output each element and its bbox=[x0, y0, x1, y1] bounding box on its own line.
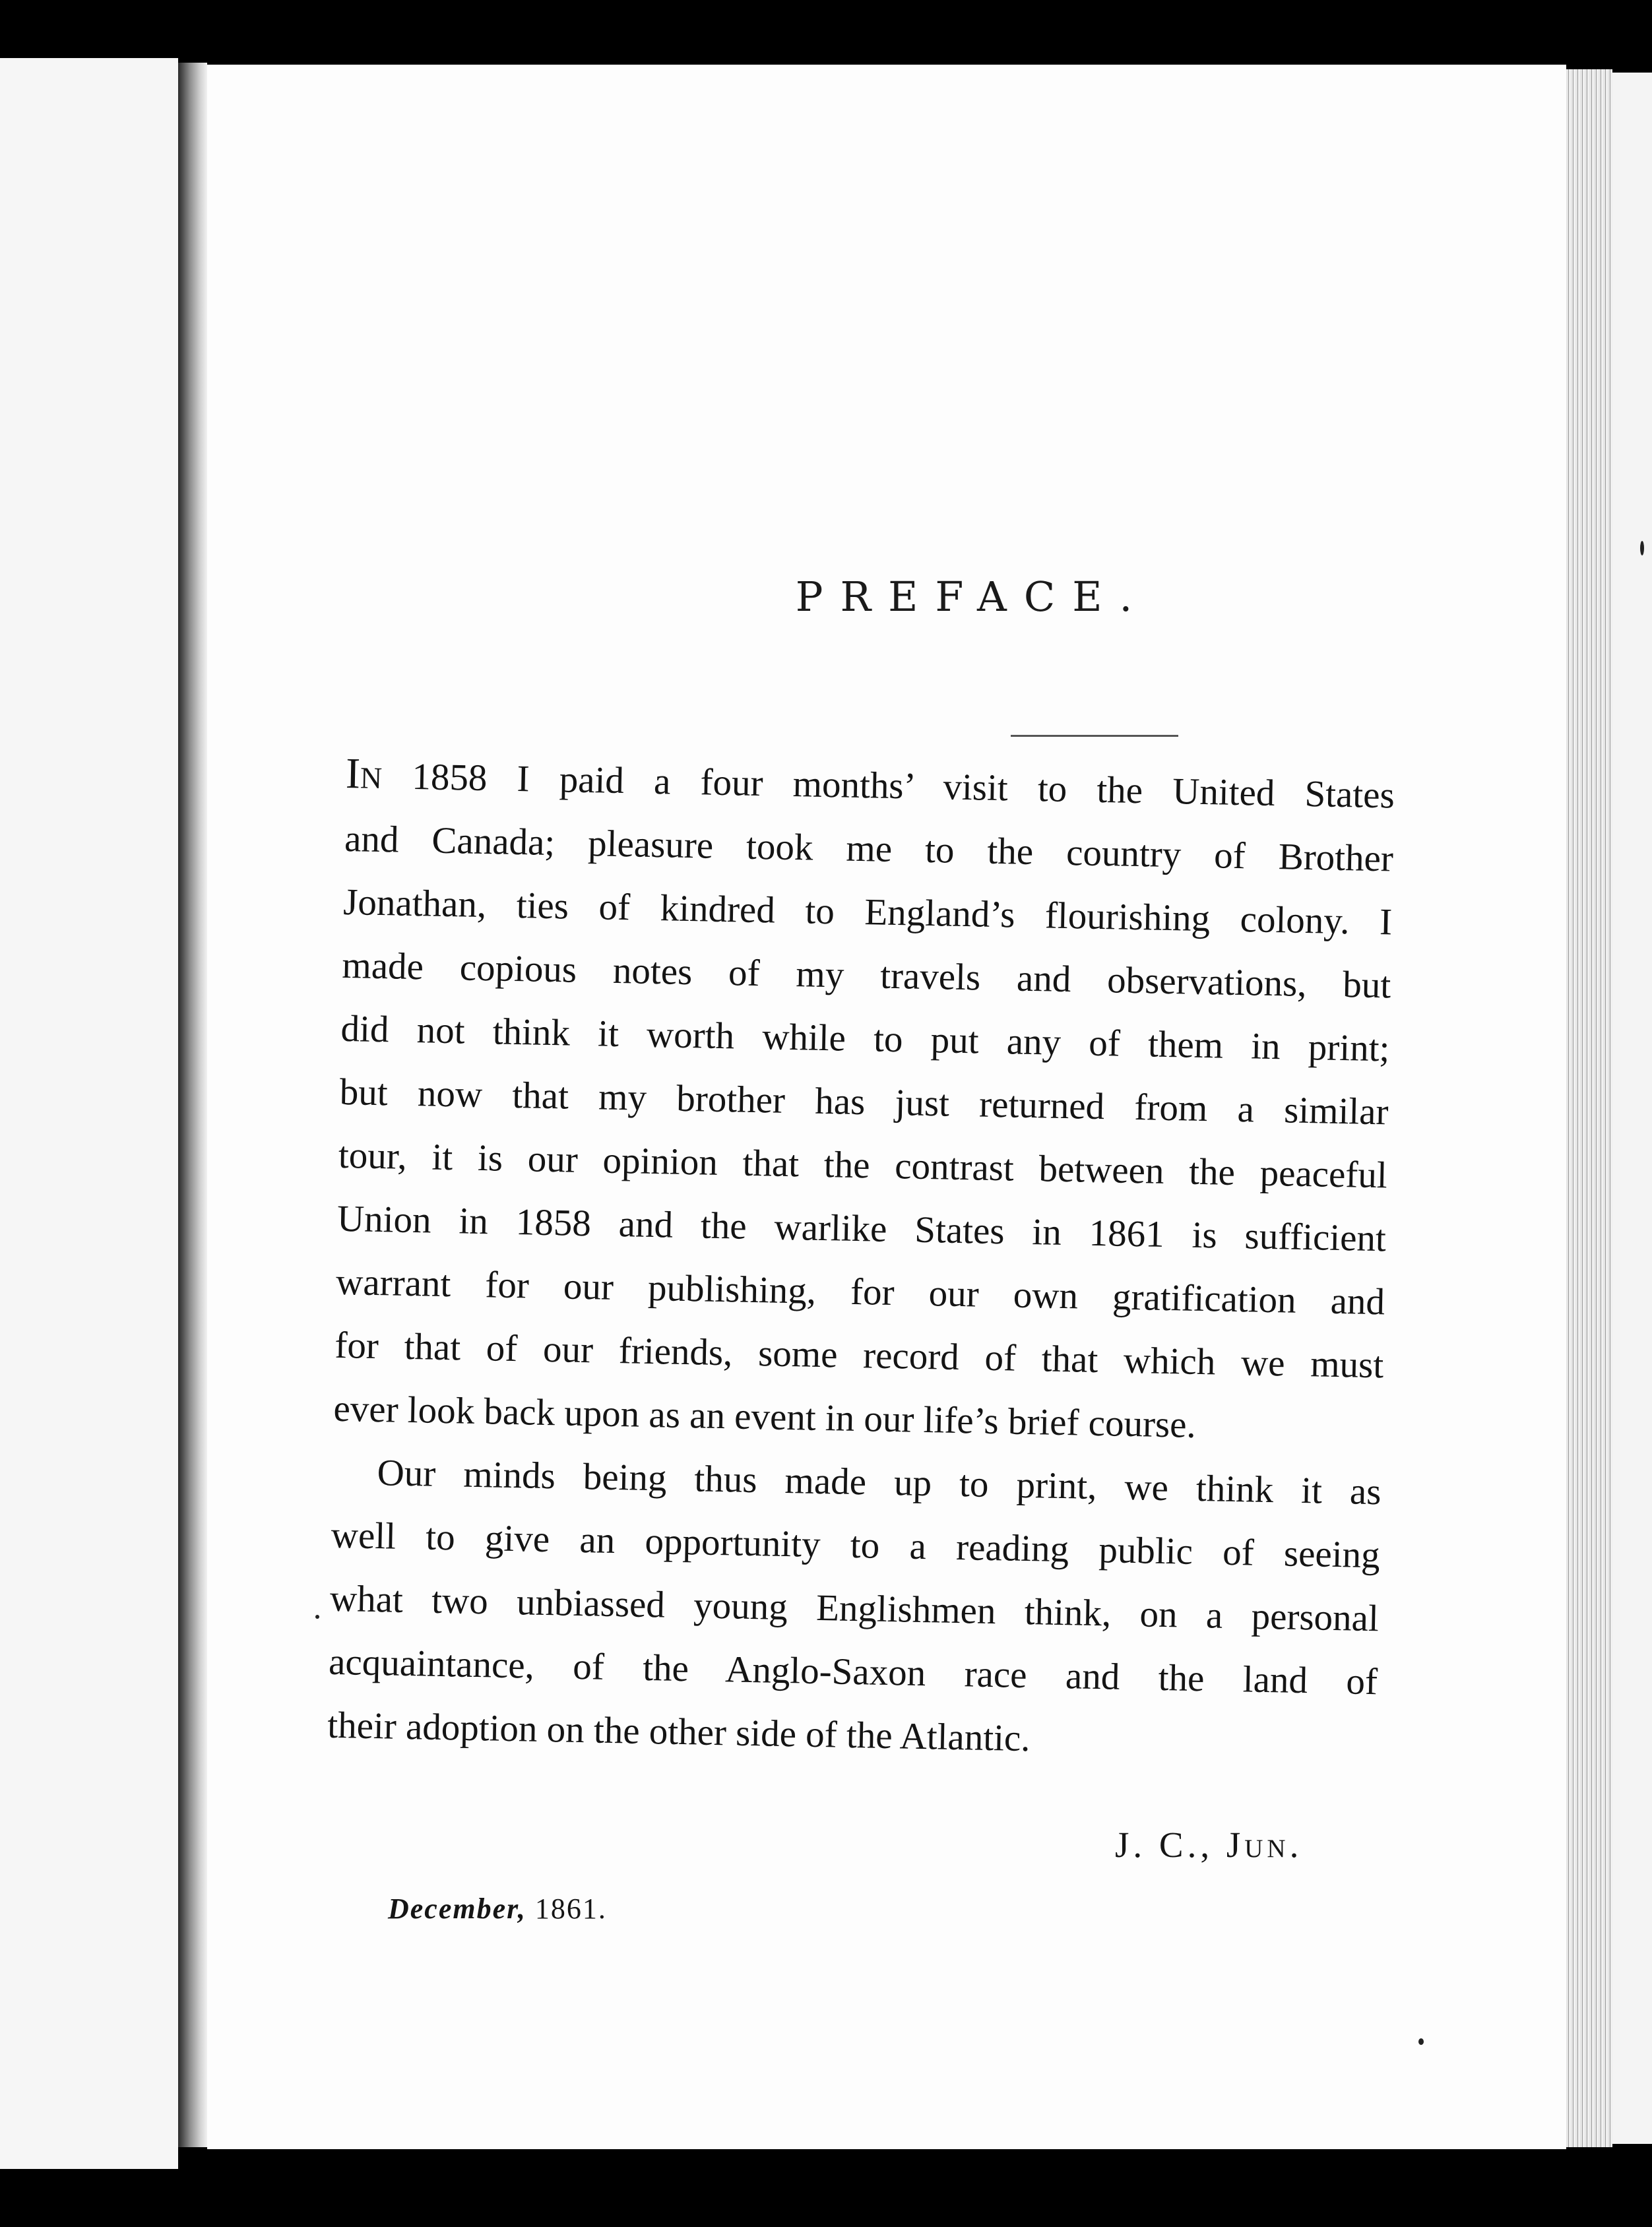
text-line: made copious notes of my travels and observations, but bbox=[341, 944, 1391, 1007]
text-line: what two unbiassed young Englishmen think, on a personal bbox=[329, 1577, 1380, 1640]
text-line: did not think it worth while to put any of them in print; bbox=[340, 1007, 1390, 1070]
date-year: 1861. bbox=[526, 1893, 607, 1925]
text-line: Our minds being thus made up to print, we think it as bbox=[377, 1452, 1382, 1513]
text-line: Union in 1858 and the warlike States in 1861 is sufficient bbox=[336, 1197, 1387, 1260]
title-rule bbox=[1011, 735, 1178, 737]
signature-initials: J. C., bbox=[1115, 1825, 1226, 1865]
scan-speck bbox=[1640, 541, 1644, 555]
facing-page-edge bbox=[0, 58, 178, 2169]
text-line: and Canada; pleasure took me to the country of Brother bbox=[344, 817, 1394, 880]
text-line: for that of our friends, some record of that which we must bbox=[334, 1324, 1384, 1387]
text-line: ever look back upon as an event in our life’s brief course. bbox=[333, 1387, 1197, 1446]
text-line: well to give an opportunity to a reading public of seeing bbox=[331, 1514, 1381, 1577]
signature-suffix: Jun. bbox=[1226, 1825, 1303, 1865]
book-gutter bbox=[178, 63, 207, 2147]
date-month: December, bbox=[388, 1893, 526, 1925]
text-line: warrant for our publishing, for our own gratification and bbox=[335, 1261, 1385, 1323]
preface-body bbox=[327, 742, 1395, 1777]
page-title: PREFACE. bbox=[795, 573, 1150, 621]
text-line: Jonathan, ties of kindred to England’s flourishing colony. I bbox=[342, 881, 1393, 943]
date-line bbox=[388, 1892, 607, 1926]
signature bbox=[1115, 1824, 1302, 1866]
text-line: their adoption on the other side of the Atlantic. bbox=[327, 1704, 1031, 1760]
scan-speck bbox=[315, 1615, 319, 1619]
text-line: acquaintance, of the Anglo-Saxon race and the land of bbox=[328, 1641, 1378, 1703]
text-line: tour, it is our opinion that the contrast between the peaceful bbox=[338, 1134, 1388, 1197]
right-margin-edge bbox=[1612, 73, 1652, 2144]
text-line: but now that my brother has just returned from a similar bbox=[339, 1071, 1389, 1133]
scan-speck bbox=[1418, 2038, 1424, 2045]
page-stack-edges bbox=[1566, 69, 1612, 2147]
text-line: In 1858 I paid a four months’ visit to the United States bbox=[345, 749, 1395, 817]
drop-word: In bbox=[345, 749, 383, 799]
